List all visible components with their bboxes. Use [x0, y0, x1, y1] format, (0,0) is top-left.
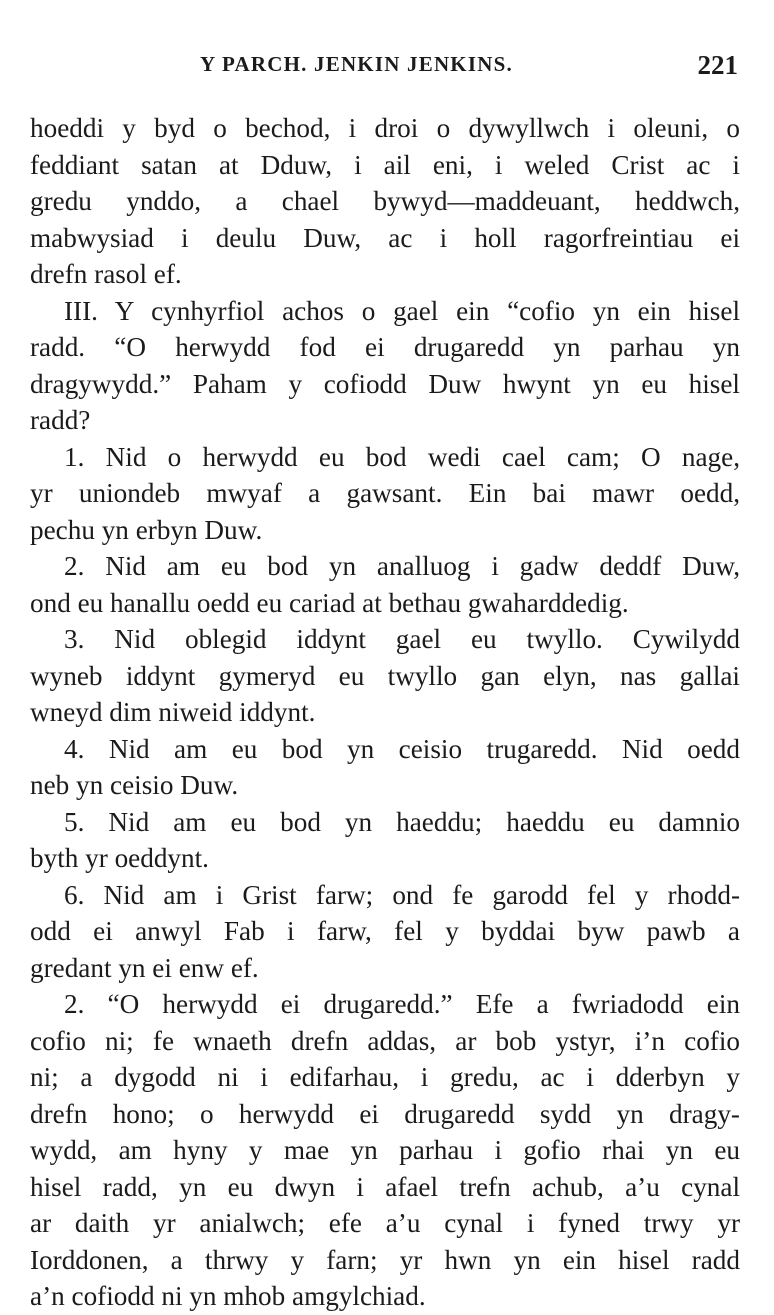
running-header	[30, 50, 742, 86]
text-line: drefn hono; o herwydd ei drugaredd sydd yn dragy-	[30, 1098, 740, 1129]
text-line: ni; a dygodd ni i edifarhau, i gredu, ac i dderbyn y	[30, 1062, 740, 1092]
text-line: 2. “O herwydd ei drugaredd.” Efe a fwriadodd ein	[64, 989, 740, 1019]
text-line: 4. Nid am eu bod yn ceisio trugaredd. Nid oedd	[64, 733, 740, 764]
text-line: radd?	[30, 405, 91, 435]
paragraph	[30, 110, 740, 293]
text-line: hisel radd, yn eu dwyn i afael trefn achub, a’u cynal	[30, 1171, 740, 1202]
body-text	[30, 110, 740, 1315]
text-line: 6. Nid am i Grist farw; ond fe garodd fel y rhodd-	[64, 879, 740, 910]
text-line: mabwysiad i deulu Duw, ac i holl ragorfreintiau ei	[30, 222, 740, 253]
text-line: wydd, am hyny y mae yn parhau i gofio rhai yn eu	[30, 1135, 740, 1165]
running-title: Y PARCH. JENKIN JENKINS.	[200, 52, 513, 76]
paragraph	[30, 731, 740, 804]
paragraph	[30, 293, 740, 439]
text-line: a’n cofiodd ni yn mhob amgylchiad.	[30, 1281, 426, 1311]
text-line: ar daith yr anialwch; efe a’u cynal i fyned trwy yr	[30, 1208, 740, 1238]
paragraph	[30, 621, 740, 731]
paragraph	[30, 986, 740, 1315]
text-line: odd ei anwyl Fab i farw, fel y byddai byw pawb a	[30, 916, 740, 946]
page-number: 221	[697, 50, 738, 80]
text-line: wneyd dim niweid iddynt.	[30, 697, 316, 727]
text-line: yr uniondeb mwyaf a gawsant. Ein bai mawr oedd,	[30, 478, 740, 508]
paragraph	[30, 877, 740, 987]
text-line: byth yr oeddynt.	[30, 843, 209, 873]
text-line: radd. “O herwydd fod ei drugaredd yn parhau yn	[30, 332, 740, 362]
text-line: III. Y cynhyrfiol achos o gael ein “cofio yn ein hisel	[64, 295, 740, 326]
text-line: Iorddonen, a thrwy y farn; yr hwn yn ein hisel radd	[30, 1244, 740, 1275]
text-line: dragywydd.” Paham y cofiodd Duw hwynt yn eu hisel	[30, 368, 740, 399]
text-line: drefn rasol ef.	[30, 259, 182, 289]
text-line: 1. Nid o herwydd eu bod wedi cael cam; O nage,	[64, 441, 740, 472]
text-line: feddiant satan at Dduw, i ail eni, i weled Crist ac i	[30, 149, 740, 180]
text-line: 2. Nid am eu bod yn analluog i gadw deddf Duw,	[64, 551, 740, 581]
text-line: 5. Nid am eu bod yn haeddu; haeddu eu damnio	[64, 806, 740, 837]
paragraph	[30, 439, 740, 549]
text-line: 3. Nid oblegid iddynt gael eu twyllo. Cywilydd	[64, 624, 740, 654]
text-line: neb yn ceisio Duw.	[30, 770, 239, 800]
text-line: gredu ynddo, a chael bywyd—maddeuant, heddwch,	[30, 186, 740, 216]
text-line: ond eu hanallu oedd eu cariad at bethau gwaharddedig.	[30, 587, 629, 618]
text-line: gredant yn ei enw ef.	[30, 952, 259, 983]
text-line: wyneb iddynt gymeryd eu twyllo gan elyn, nas gallai	[30, 660, 740, 691]
text-line: cofio ni; fe wnaeth drefn addas, ar bob ystyr, i’n cofio	[30, 1025, 740, 1056]
paragraph	[30, 548, 740, 621]
text-line: pechu yn erbyn Duw.	[30, 514, 263, 545]
text-line: hoeddi y byd o bechod, i droi o dywyllwch i oleuni, o	[30, 113, 740, 143]
paragraph	[30, 804, 740, 877]
